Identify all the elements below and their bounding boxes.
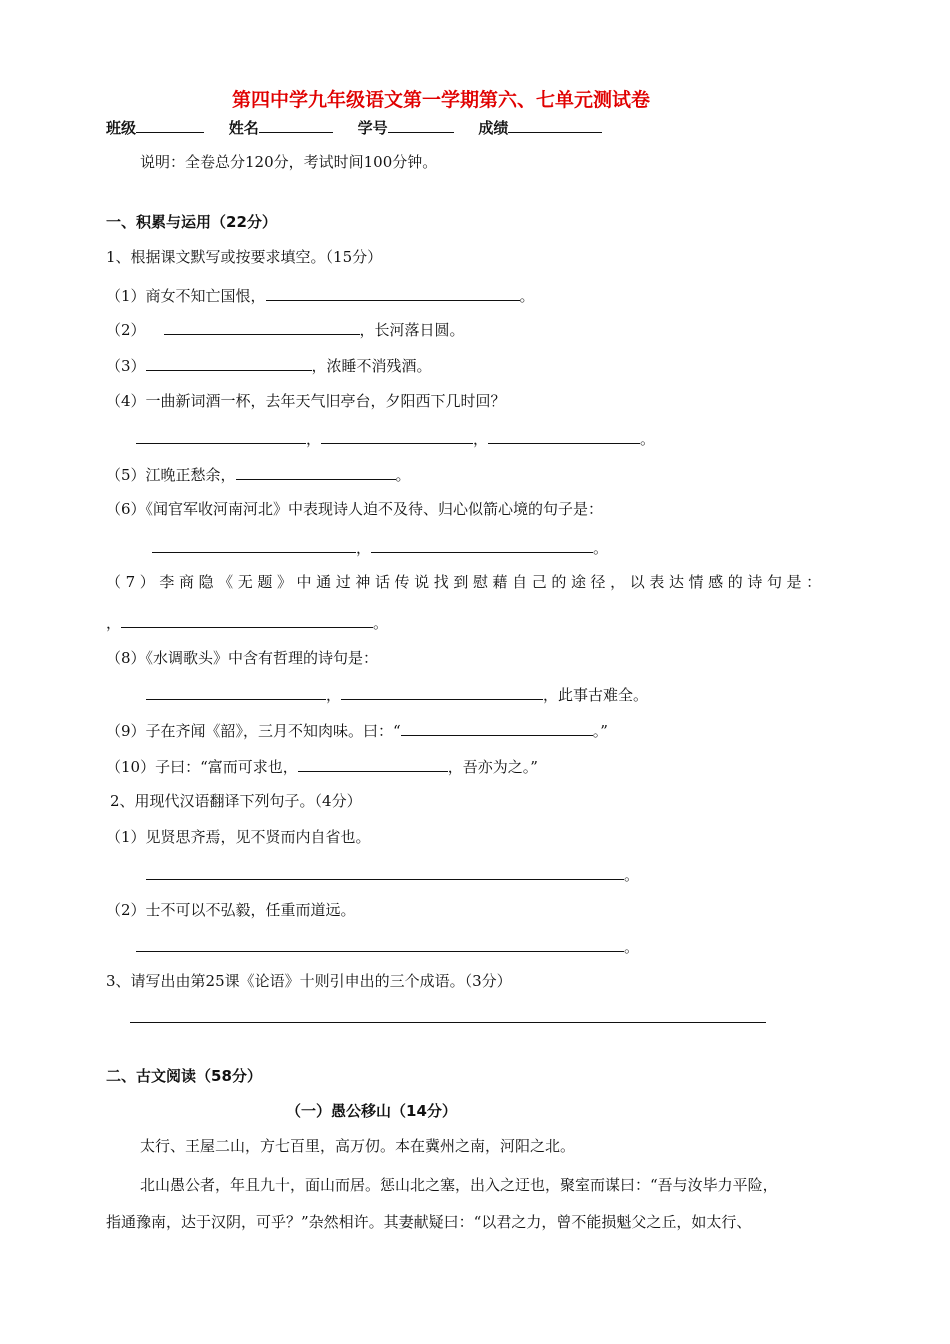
answer-blank[interactable] [130, 1007, 766, 1023]
q2-answer-2 [136, 936, 639, 957]
q2-answer-1 [146, 864, 639, 885]
period: 。 [624, 938, 640, 956]
answer-blank[interactable] [152, 537, 356, 553]
class-blank[interactable] [136, 117, 204, 133]
q1-item-6: （6）《闻官军收河南河北》中表现诗人迫不及待、归心似箭心境的句子是： [106, 500, 604, 518]
student-info-row [106, 117, 622, 138]
class-label: 班级 [106, 119, 137, 137]
answer-blank[interactable] [488, 428, 640, 444]
item-text: （9）子在齐闻《韶》，三月不知肉味。曰：“ [106, 722, 401, 740]
item-text: ，浓睡不消残酒。 [311, 357, 432, 375]
item-text: （5）江晚正愁余， [106, 466, 236, 484]
comma: ， [106, 614, 122, 632]
item-text: （10）子曰：“富而可求也， [106, 758, 298, 776]
name-label: 姓名 [228, 119, 259, 137]
answer-blank[interactable] [321, 428, 473, 444]
score-blank[interactable] [508, 117, 602, 133]
reading-subheading: （一）愚公移山（14分） [286, 1102, 457, 1120]
item-text: ，长河落日圆。 [359, 321, 465, 339]
q2-sentence-1: （1）见贤思齐焉，见不贤而内自省也。 [106, 828, 371, 846]
item-text: 。” [592, 722, 608, 740]
answer-blank[interactable] [341, 684, 543, 700]
q1-item-5 [106, 464, 411, 485]
answer-blank[interactable] [236, 464, 396, 480]
answer-blank[interactable] [401, 720, 593, 736]
q1-item-2 [106, 319, 465, 340]
q1-item-7-answers [106, 612, 388, 633]
q3-answer [130, 1007, 766, 1028]
item-text: 。 [519, 287, 535, 305]
page-title: 第四中学九年级语文第一学期第六、七单元测试卷 [232, 89, 651, 111]
comma: ， [326, 686, 342, 704]
name-blank[interactable] [259, 117, 333, 133]
class-field[interactable] [106, 117, 204, 138]
answer-blank[interactable] [136, 936, 624, 952]
q1-item-4: （4）一曲新词酒一杯，去年天气旧亭台，夕阳西下几时回？ [106, 392, 506, 410]
answer-blank[interactable] [121, 612, 373, 628]
exam-note: 说明：全卷总分120分，考试时间100分钟。 [140, 153, 438, 171]
q1-item-8-answers [146, 684, 648, 705]
item-text: （3） [106, 357, 146, 375]
q1-item-4-answers [136, 428, 655, 449]
item-text: （2） [106, 321, 146, 339]
q1-item-3 [106, 355, 432, 376]
q1-item-6-answers [152, 537, 608, 558]
q1-item-10 [106, 756, 538, 777]
q1-item-7: （7）李商隐《无题》中通过神话传说找到慰藉自己的途径，以表达情感的诗句是： [106, 573, 826, 591]
answer-blank[interactable] [266, 285, 520, 301]
passage-paragraph-2-line-2: 指通豫南，达于汉阴，可乎？”杂然相许。其妻献疑曰：“以君之力，曾不能损魁父之丘，如太行、 [106, 1213, 752, 1231]
comma: ， [356, 539, 372, 557]
passage-paragraph-1: 太行、王屋二山，方七百里，高万仞。本在冀州之南，河阳之北。 [140, 1137, 576, 1155]
q1-item-9 [106, 720, 608, 741]
answer-blank[interactable] [164, 319, 360, 335]
comma: ， [306, 430, 322, 448]
student-id-label: 学号 [357, 119, 388, 137]
item-text: ，吾亦为之。” [447, 758, 538, 776]
q2-prompt: 2、用现代汉语翻译下列句子。（4分） [110, 792, 362, 810]
answer-blank[interactable] [146, 864, 624, 880]
student-id-field[interactable] [358, 117, 454, 138]
period: 。 [593, 539, 609, 557]
answer-blank[interactable] [298, 756, 448, 772]
comma: ， [473, 430, 489, 448]
answer-blank[interactable] [136, 428, 306, 444]
period: 。 [624, 866, 640, 884]
q1-prompt: 1、根据课文默写或按要求填空。（15分） [106, 248, 383, 266]
item-text: （1）商女不知亡国恨， [106, 287, 266, 305]
q1-item-8: （8）《水调歌头》中含有哲理的诗句是： [106, 649, 379, 667]
q3-prompt: 3、请写出由第25课《论语》十则引申出的三个成语。（3分） [106, 972, 512, 990]
answer-blank[interactable] [146, 684, 326, 700]
score-label: 成绩 [478, 119, 509, 137]
section2-heading: 二、古文阅读（58分） [106, 1067, 262, 1085]
q2-sentence-2: （2）士不可以不弘毅，任重而道远。 [106, 901, 356, 919]
period: 。 [640, 430, 656, 448]
item-text: ，此事古难全。 [543, 686, 649, 704]
period: 。 [373, 614, 389, 632]
score-field[interactable] [478, 117, 602, 138]
item-text: 。 [395, 466, 411, 484]
student-id-blank[interactable] [388, 117, 454, 133]
section1-heading: 一、积累与运用（22分） [106, 213, 277, 231]
answer-blank[interactable] [371, 537, 593, 553]
q1-item-1 [106, 285, 535, 306]
name-field[interactable] [229, 117, 333, 138]
passage-paragraph-2-line-1: 北山愚公者，年且九十，面山而居。惩山北之塞，出入之迂也，聚室而谋曰：“吾与汝毕力平险， [140, 1176, 778, 1194]
answer-blank[interactable] [146, 355, 312, 371]
